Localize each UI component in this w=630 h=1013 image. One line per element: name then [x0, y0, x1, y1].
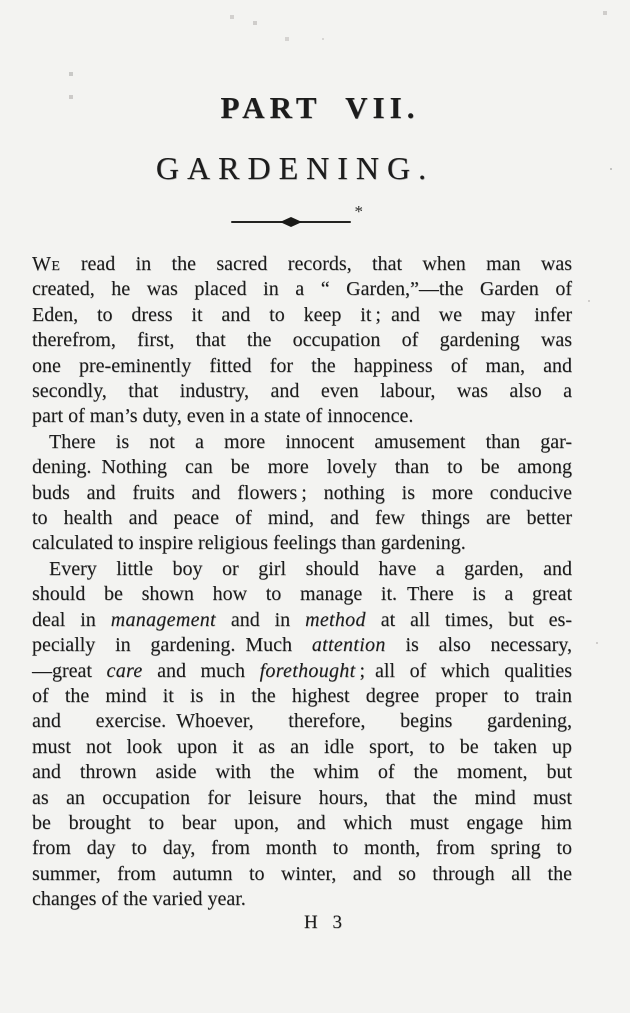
text-line: must not look upon it as an idle sport, to be taken up	[32, 735, 572, 758]
text-line: pecially in gardening. Much attention is also necessary,	[32, 634, 572, 657]
text-line: buds and fruits and flowers ; nothing is more conducive	[32, 481, 572, 504]
text-line: therefrom, first, that the occupation of gardening was	[32, 329, 572, 352]
text-line: of the mind it is in the highest degree proper to train	[32, 684, 572, 707]
text-line: Eden, to dress it and to keep it ; and we may infer	[32, 303, 572, 326]
section-divider	[231, 202, 363, 230]
body-text	[32, 252, 572, 913]
signature-mark: H 3	[304, 912, 342, 933]
paragraph	[32, 430, 572, 557]
text-line: dening. Nothing can be more lovely than to be among	[32, 456, 572, 479]
text-line: secondly, that industry, and even labour, was also a	[32, 380, 572, 403]
text-line: one pre-eminently fitted for the happiness of man, and	[32, 354, 572, 377]
text-line: We read in the sacred records, that when man was	[32, 253, 572, 275]
part-title: PART VII.	[220, 90, 420, 125]
chapter-title: GARDENING.	[155, 150, 435, 186]
text-line: created, he was placed in a “ Garden,”—the Garden of	[32, 278, 572, 301]
paragraph	[32, 557, 572, 913]
text-line: be brought to bear upon, and which must engage him	[32, 811, 572, 834]
text-line: part of man’s duty, even in a state of innocence.	[32, 405, 414, 428]
text-line: Every little boy or girl should have a garden, and	[49, 557, 572, 580]
text-line: changes of the varied year.	[32, 888, 246, 911]
text-line: and exercise. Whoever, therefore, begins gardening,	[32, 710, 572, 733]
scan-speckles	[0, 0, 2, 2]
text-line: There is not a more innocent amusement than gar-	[49, 430, 572, 453]
text-line: to health and peace of mind, and few things are better	[32, 507, 572, 530]
text-line: should be shown how to manage it. There is a great	[32, 583, 572, 606]
diamond-ornament-icon	[280, 217, 302, 227]
text-line: summer, from autumn to winter, and so through all the	[32, 862, 572, 885]
text-line: deal in management and in method at all times, but es-	[32, 608, 572, 631]
text-line: and thrown aside with the whim of the moment, but	[32, 761, 572, 784]
paragraph	[32, 252, 572, 430]
text-line: —great care and much forethought ; all of which qualities	[32, 659, 572, 682]
text-line: calculated to inspire religious feelings than gardening.	[32, 532, 466, 555]
asterisk-ornament-icon: *	[354, 202, 363, 221]
text-line: as an occupation for leisure hours, that the mind must	[32, 786, 572, 809]
text-line: from day to day, from month to month, from spring to	[32, 837, 572, 860]
